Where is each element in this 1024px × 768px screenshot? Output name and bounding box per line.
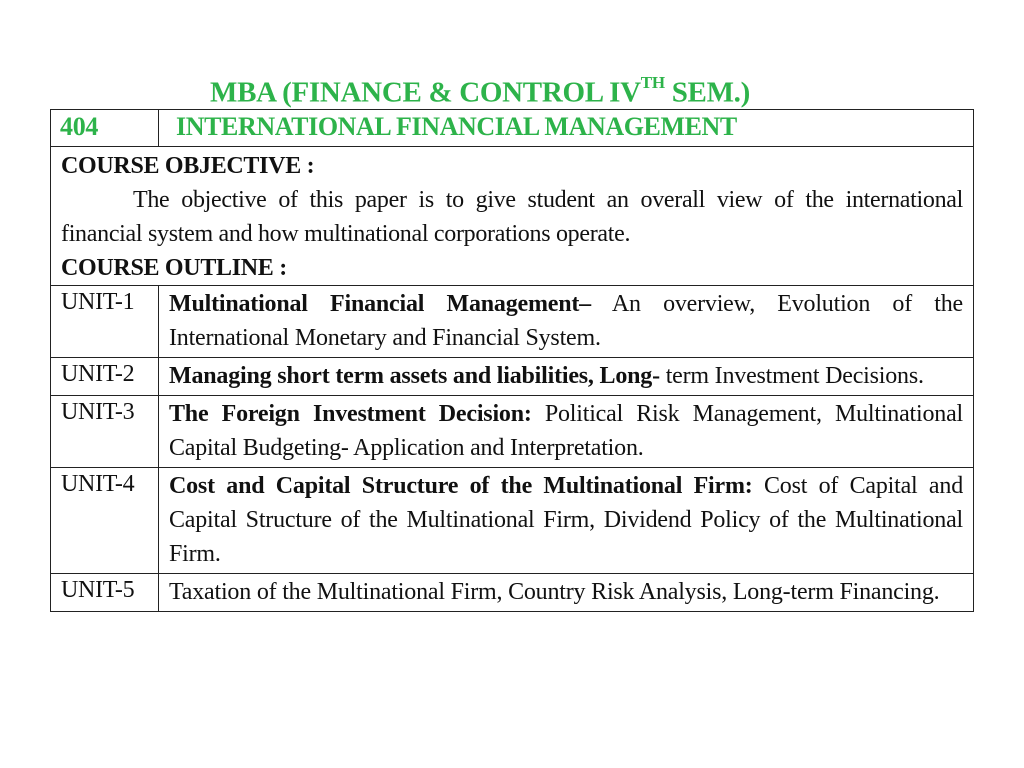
objective-text: The objective of this paper is to give student an overall view of the international financial system and how multinational corporations operate. <box>61 187 963 247</box>
unit-bold-title: Managing short term assets and liabilities, Long- <box>169 363 660 389</box>
course-header-row <box>51 110 974 147</box>
course-title: INTERNATIONAL FINANCIAL MANAGEMENT <box>159 110 974 147</box>
unit-label: UNIT-2 <box>51 358 159 396</box>
title-end: SEM.) <box>664 76 750 109</box>
course-code: 404 <box>51 110 159 147</box>
unit-content <box>159 286 974 358</box>
unit-content <box>159 358 974 396</box>
outline-heading: COURSE OUTLINE : <box>61 255 287 281</box>
unit-content <box>159 396 974 468</box>
title-main: MBA (FINANCE & CONTROL IV <box>210 76 641 109</box>
unit-bold-title: Cost and Capital Structure of the Multinational Firm: <box>169 473 753 499</box>
unit-label: UNIT-4 <box>51 468 159 574</box>
unit-bold-title: The Foreign Investment Decision: <box>169 401 532 427</box>
unit-description: Taxation of the Multinational Firm, Country Risk Analysis, Long-term Financing. <box>169 579 940 605</box>
unit-description: Political Risk Management, Multinational Capital Budgeting- Application and Interpretation. <box>169 401 963 461</box>
objective-row <box>51 147 974 286</box>
unit-content <box>159 468 974 574</box>
objective-heading: COURSE OBJECTIVE : <box>61 153 315 179</box>
unit-row <box>51 396 974 468</box>
unit-row <box>51 574 974 612</box>
unit-row <box>51 286 974 358</box>
unit-label: UNIT-3 <box>51 396 159 468</box>
unit-content <box>159 574 974 612</box>
syllabus-table <box>50 109 974 612</box>
unit-bold-title: Multinational Financial Management– <box>169 291 591 317</box>
unit-description: An overview, Evolution of the International Monetary and Financial System. <box>169 291 963 351</box>
unit-description: Cost of Capital and Capital Structure of the Multinational Firm, Dividend Policy of the Multinational Firm. <box>169 473 963 567</box>
unit-row <box>51 358 974 396</box>
title-superscript: TH <box>640 73 665 92</box>
objective-section <box>51 147 974 286</box>
unit-description: term Investment Decisions. <box>659 363 924 389</box>
unit-row <box>51 468 974 574</box>
page-title <box>0 73 960 110</box>
unit-label: UNIT-5 <box>51 574 159 612</box>
unit-label: UNIT-1 <box>51 286 159 358</box>
